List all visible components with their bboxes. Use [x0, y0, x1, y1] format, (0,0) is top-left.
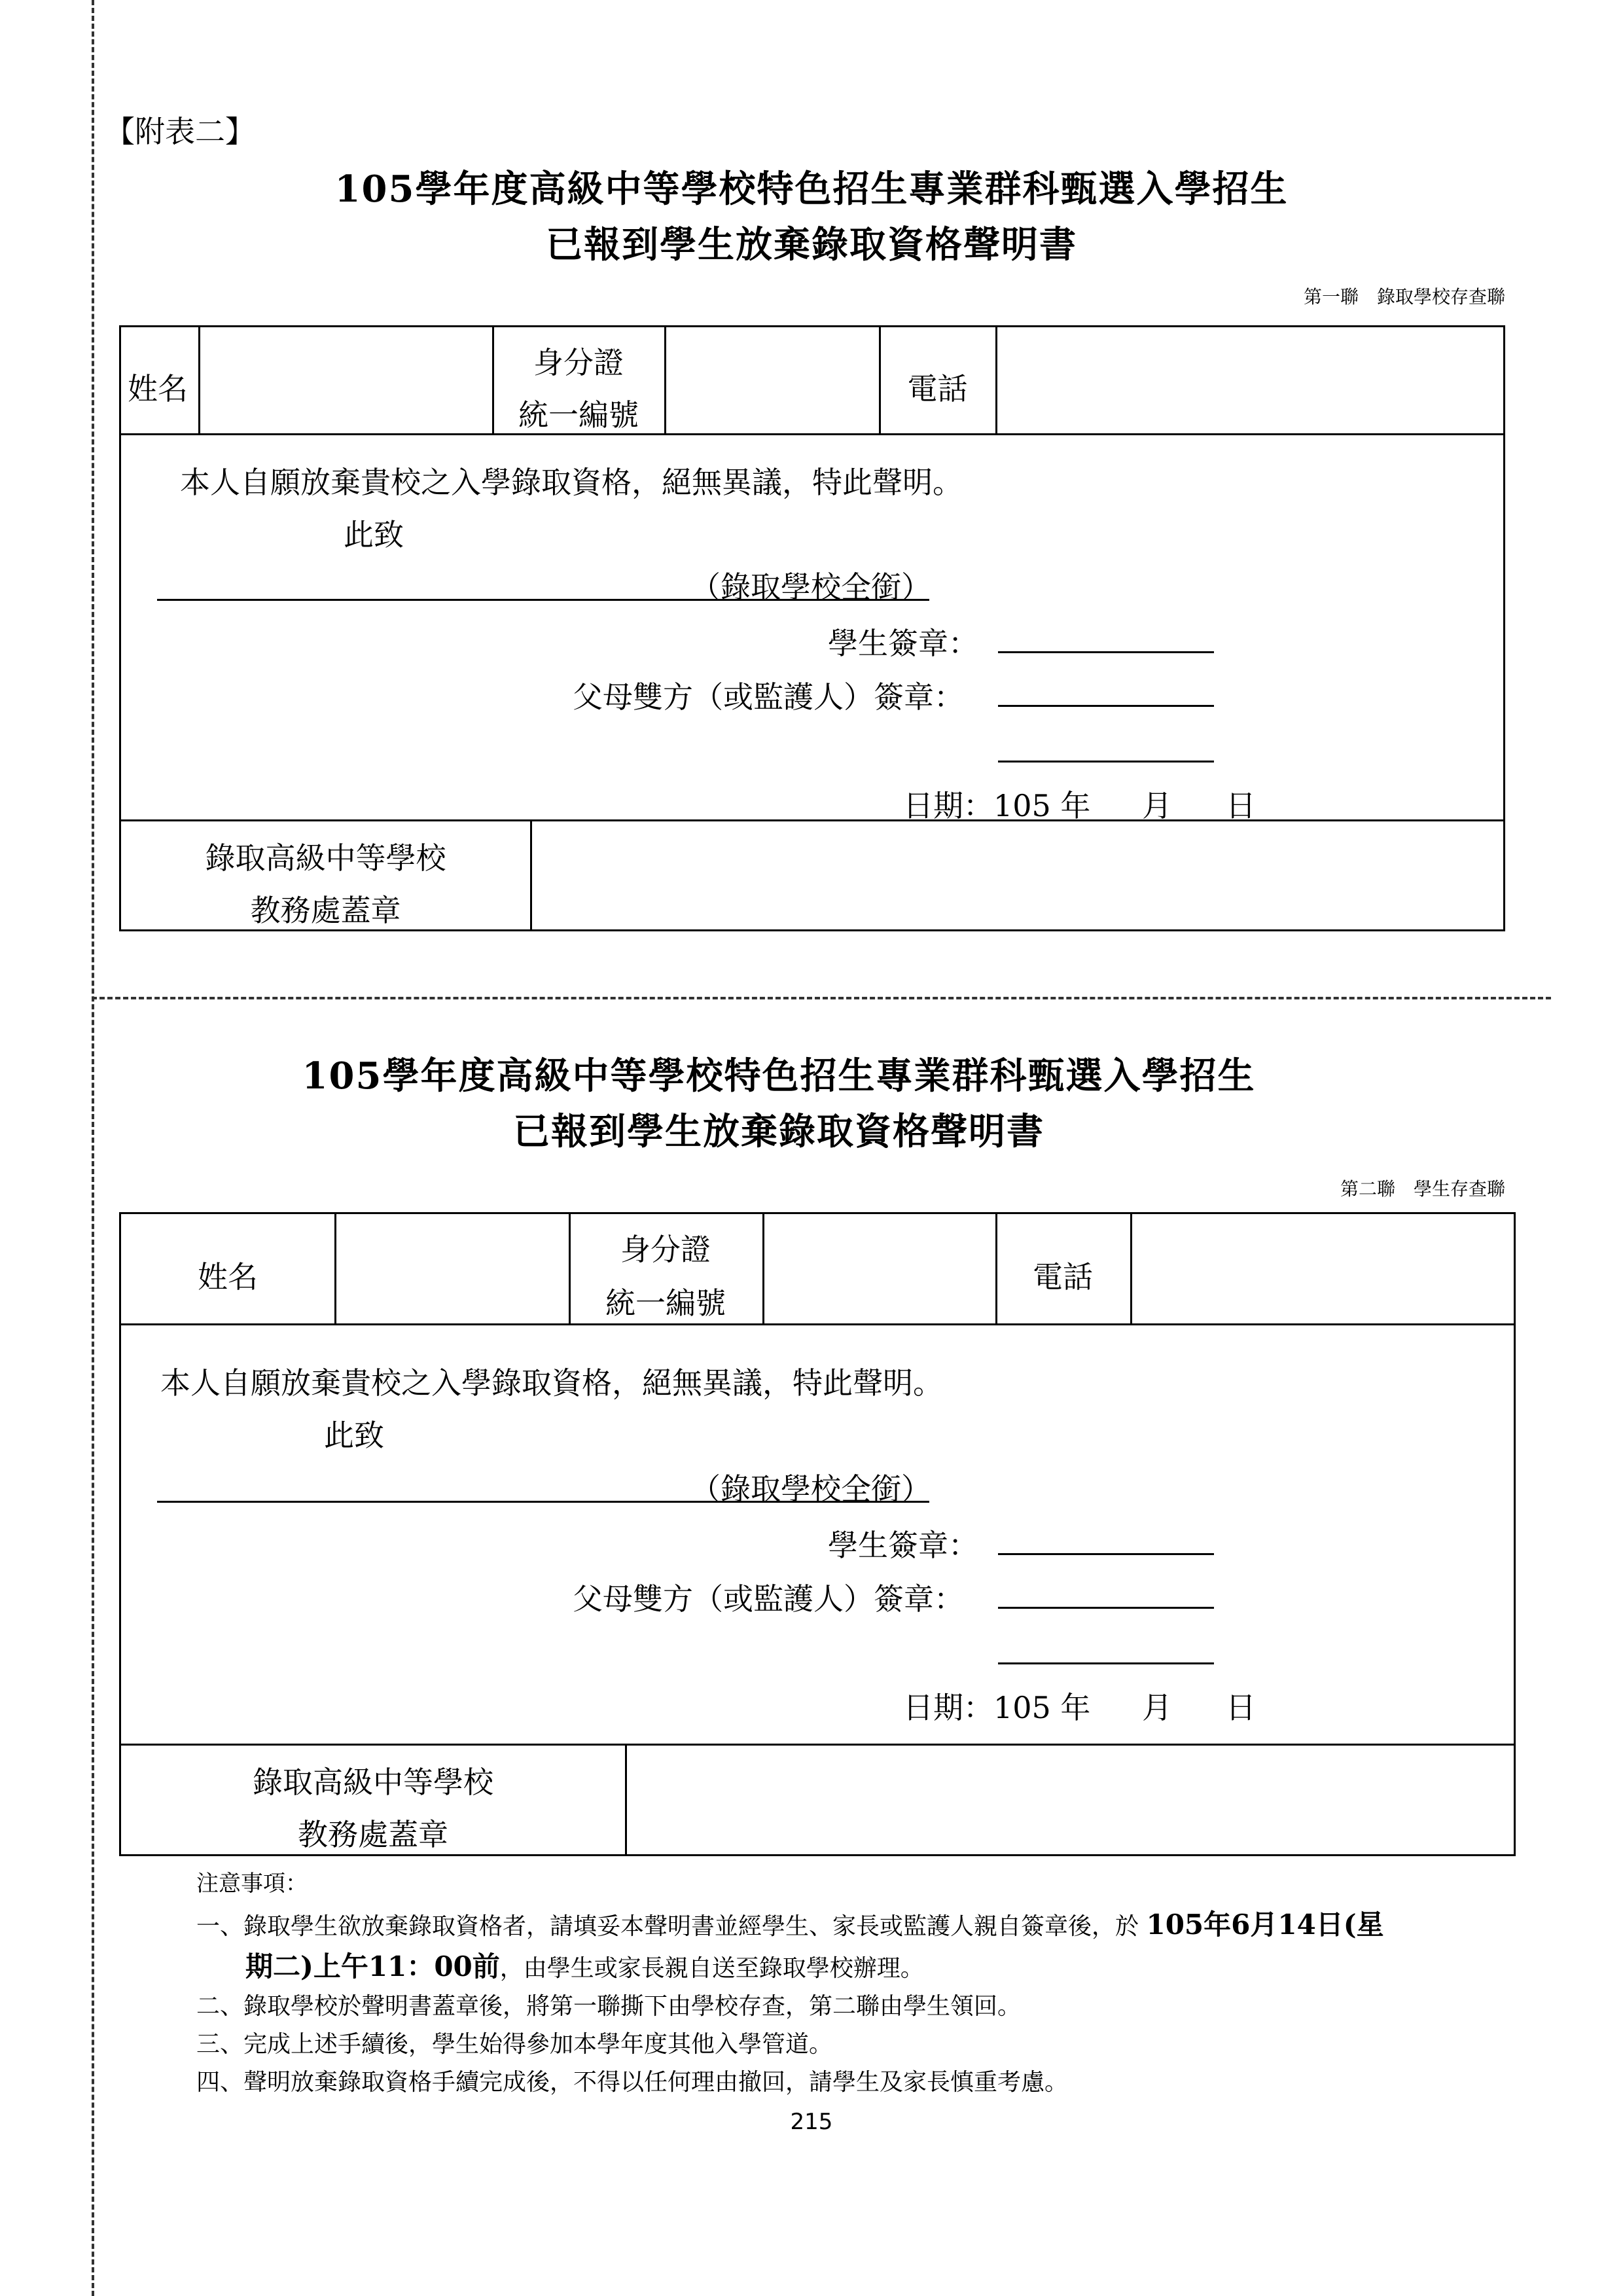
note-item-1-line2	[245, 1945, 924, 1984]
note-item-4: 四、聲明放棄錄取資格手續完成後，不得以任何理由撤回，請學生及家長慎重考慮。	[196, 2069, 1069, 2096]
form1-info-row	[119, 325, 1505, 435]
form2-name-field[interactable]	[338, 1218, 565, 1319]
form1-phone-field[interactable]	[999, 331, 1500, 429]
form2-copy-label: 第二聯 學生存查聯	[1340, 1178, 1505, 1200]
form2-id-label-2: 統一編號	[605, 1285, 726, 1321]
form2-title-line1: 105學年度高級中等學校特色招生專業群科甄選入學招生	[302, 1054, 1256, 1098]
form1-day-label: 日	[1226, 788, 1256, 823]
form1-title-line2: 已報到學生放棄錄取資格聲明書	[546, 223, 1077, 266]
form2-id-field[interactable]	[766, 1218, 991, 1319]
form1-stamp-label-2: 教務處蓋章	[250, 893, 401, 928]
cut-line-horizontal	[92, 997, 1551, 999]
form2-title-line2: 已報到學生放棄錄取資格聲明書	[513, 1110, 1044, 1153]
form1-school-hint: （錄取學校全銜）	[690, 569, 931, 605]
form1-stamp-label-1: 錄取高級中等學校	[205, 840, 446, 876]
form1-date-label: 日期：105 年	[903, 788, 1091, 823]
form2-date-label: 日期：105 年	[903, 1690, 1091, 1725]
form1-name-field[interactable]	[203, 331, 488, 429]
form2-parent-sign-label: 父母雙方（或監護人）簽章：	[573, 1581, 964, 1617]
form2-student-sign-label: 學生簽章：	[828, 1528, 978, 1563]
form2-month-label: 月	[1142, 1690, 1172, 1725]
form1-student-sign-line[interactable]	[998, 651, 1214, 653]
note-item-1-text: 一、錄取學生欲放棄錄取資格者，請填妥本聲明書並經學生、家長或監護人親自簽章後，於	[196, 1913, 1139, 1940]
form2-name-label: 姓名	[198, 1259, 258, 1295]
form1-stamp-area[interactable]	[535, 825, 1500, 927]
note-item-2: 二、錄取學校於聲明書蓋章後，將第一聯撕下由學校存查，第二聯由學生領回。	[196, 1993, 1022, 2020]
form2-day-label: 日	[1226, 1690, 1256, 1725]
note-item-3: 三、完成上述手續後，學生始得參加本學年度其他入學管道。	[196, 2031, 833, 2058]
form2-salutation: 此致	[324, 1418, 384, 1453]
form1-id-label-2: 統一編號	[518, 397, 639, 433]
form1-salutation: 此致	[344, 517, 404, 552]
note-item-1-text-continued: ，由學生或家長親自送至錄取學校辦理。	[499, 1955, 924, 1982]
form2-stamp-label-1: 錄取高級中等學校	[253, 1765, 493, 1800]
form2-id-label-1: 身分證	[620, 1232, 711, 1267]
form1-id-field[interactable]	[668, 331, 875, 429]
form1-statement: 本人自願放棄貴校之入學錄取資格，絕無異議，特此聲明。	[180, 465, 963, 500]
form2-school-hint: （錄取學校全銜）	[690, 1471, 931, 1507]
form2-stamp-label-2: 教務處蓋章	[298, 1817, 448, 1852]
note-item-1-deadline-part1: 105年6月14日(星	[1146, 1909, 1384, 1941]
notes-title: 注意事項：	[196, 1871, 308, 1897]
form2-phone-label: 電話	[1033, 1259, 1093, 1295]
form2-stamp-area[interactable]	[629, 1749, 1510, 1851]
form1-title-line1: 105學年度高級中等學校特色招生專業群科甄選入學招生	[334, 168, 1289, 211]
form1-id-label-1: 身分證	[533, 345, 624, 380]
form1-parent-sign-label: 父母雙方（或監護人）簽章：	[573, 679, 964, 715]
form2-parent-sign-line-1[interactable]	[998, 1607, 1214, 1609]
note-item-1-line1	[196, 1903, 1538, 1943]
form2-student-sign-line[interactable]	[998, 1553, 1214, 1555]
form1-month-label: 月	[1142, 788, 1172, 823]
form2-statement-section	[119, 1323, 1516, 1746]
page-number: 215	[790, 2109, 833, 2135]
form1-copy-label: 第一聯 錄取學校存查聯	[1303, 286, 1505, 308]
form1-stamp-row	[119, 819, 1505, 931]
form2-statement: 本人自願放棄貴校之入學錄取資格，絕無異議，特此聲明。	[160, 1365, 943, 1401]
form1-statement-section	[119, 433, 1505, 821]
note-item-1-deadline-part2: 期二)上午11：00前	[245, 1950, 500, 1982]
form1-student-sign-label: 學生簽章：	[828, 626, 978, 661]
form2-parent-sign-line-2[interactable]	[998, 1662, 1214, 1664]
form2-phone-field[interactable]	[1134, 1218, 1510, 1319]
form1-phone-label: 電話	[907, 371, 968, 406]
form1-parent-sign-line-2[interactable]	[998, 761, 1214, 762]
form1-name-label: 姓名	[128, 371, 188, 406]
annex-label: 【附表二】	[105, 114, 255, 149]
form2-info-row	[119, 1212, 1516, 1325]
form2-stamp-row	[119, 1744, 1516, 1856]
form1-parent-sign-line-1[interactable]	[998, 705, 1214, 707]
